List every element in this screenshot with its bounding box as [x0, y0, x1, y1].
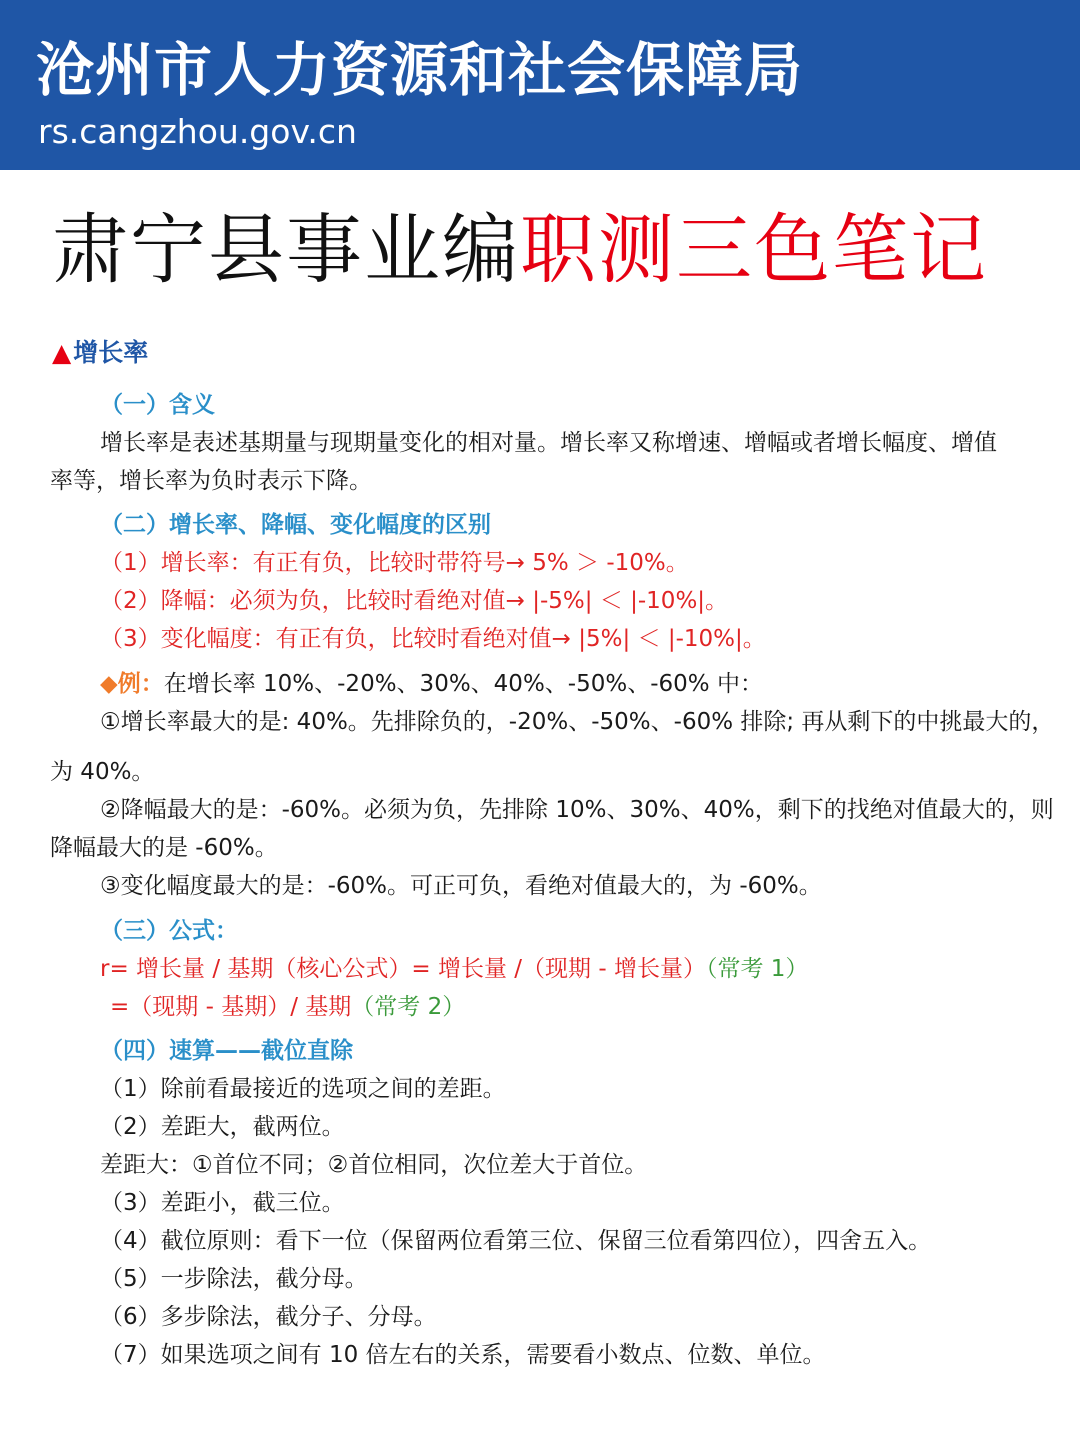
example-answer-3: ③变化幅度最大的是：-60%。可正可负，看绝对值最大的，为 -60%。 [100, 873, 822, 899]
rule-decline: （2）降幅：必须为负，比较时看绝对值→ |-5%| ＜ |-10%|。 [100, 588, 729, 614]
formula-line-1 [100, 952, 808, 986]
formula-main-2: =（现期 - 基期）/ 基期 [110, 994, 352, 1020]
paragraph-line: 率等，增长率为负时表示下降。 [50, 468, 372, 494]
list-item: （5）一步除法，截分母。 [100, 1266, 368, 1292]
list-item: （2）差距大，截两位。 [100, 1114, 345, 1140]
title-black-part: 肃宁县事业编 [52, 205, 520, 294]
example-answer-1: ①增长率最大的是: 40%。先排除负的，-20%、-50%、-60% 排除; 再从剩下的中挑最大的， [100, 709, 1055, 735]
site-url[interactable]: rs.cangzhou.gov.cn [38, 112, 357, 151]
section-label: 增长率 [73, 338, 149, 367]
page-title [52, 200, 988, 300]
subheading-quick-calc: （四）速算——截位直除 [100, 1038, 353, 1064]
example-answer-2: ②降幅最大的是：-60%。必须为负，先排除 10%、30%、40%，剩下的找绝对值最大的，则 [100, 797, 1054, 823]
subheading-difference: （二）增长率、降幅、变化幅度的区别 [100, 512, 491, 538]
example-text: 在增长率 10%、-20%、30%、40%、-50%、-60% 中： [163, 671, 763, 697]
formula-line-2 [110, 990, 465, 1024]
subheading-meaning: （一）含义 [100, 392, 215, 418]
rule-growth-rate: （1）增长率：有正有负，比较时带符号→ 5% ＞ -10%。 [100, 550, 689, 576]
example-answer-1-cont: 为 40%。 [50, 759, 155, 785]
example-answer-2-cont: 降幅最大的是 -60%。 [50, 835, 278, 861]
formula-note-2: （常考 2） [351, 994, 466, 1020]
site-header [0, 0, 1080, 170]
subheading-formula: （三）公式： [100, 918, 238, 944]
org-name: 沧州市人力资源和社会保障局 [36, 36, 804, 104]
list-item: （7）如果选项之间有 10 倍左右的关系，需要看小数点、位数、单位。 [100, 1342, 826, 1368]
section-heading [52, 336, 148, 370]
formula-note-1: （常考 1） [705, 956, 809, 982]
rule-change-range: （3）变化幅度：有正有负，比较时看绝对值→ |5%| ＜ |-10%|。 [100, 626, 766, 652]
title-red-part: 职测三色笔记 [520, 205, 988, 294]
list-item: （1）除前看最接近的选项之间的差距。 [100, 1076, 506, 1102]
example-label: ◆例： [100, 671, 164, 697]
list-item: 差距大：①首位不同；②首位相同，次位差大于首位。 [100, 1152, 648, 1178]
paragraph-line: 增长率是表述基期量与现期量变化的相对量。增长率又称增速、增幅或者增长幅度、增值 [100, 430, 997, 456]
list-item: （3）差距小，截三位。 [100, 1190, 345, 1216]
formula-main-1: r= 增长量 / 基期（核心公式）= 增长量 /（现期 - 增长量） [100, 956, 706, 982]
example-line [100, 667, 763, 701]
triangle-icon: ▲ [52, 338, 72, 367]
list-item: （6）多步除法，截分子、分母。 [100, 1304, 437, 1330]
list-item: （4）截位原则：看下一位（保留两位看第三位、保留三位看第四位），四舍五入。 [100, 1228, 932, 1254]
